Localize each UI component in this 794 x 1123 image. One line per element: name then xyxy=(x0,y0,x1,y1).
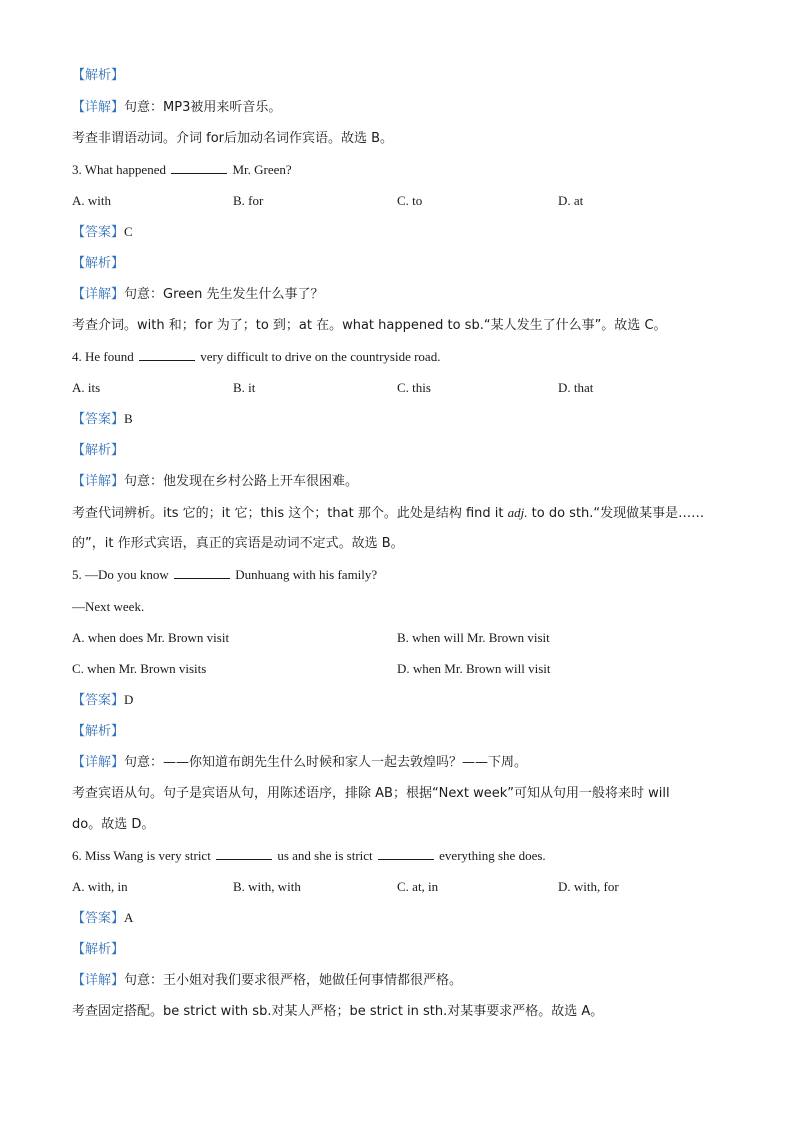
answer-blank xyxy=(171,162,227,174)
option-a: A. with xyxy=(72,193,111,208)
explanation-line: 考查非谓语动词。介词 for后加动名词作宾语。故选 B。 xyxy=(72,131,394,146)
option-d: D. with, for xyxy=(558,879,619,894)
explanation-line: 考查宾语从句。句子是宾语从句，用陈述语序，排除 AB；根据“Next week”可知从句用一般将来时 will xyxy=(72,786,670,801)
option-c: C. at, in xyxy=(397,879,439,894)
answer-blank xyxy=(174,567,230,579)
answer-line: 【答案】D xyxy=(72,692,134,708)
option-d: D. at xyxy=(558,193,584,208)
option-c: C. this xyxy=(397,380,431,395)
explanation-line-cont: do。故选 D。 xyxy=(72,817,155,832)
option-b: B. when will Mr. Brown visit xyxy=(397,630,550,645)
question-3: 3. What happened Mr. Green? xyxy=(72,162,292,177)
option-a: A. with, in xyxy=(72,879,128,894)
answer-line: 【答案】C xyxy=(72,224,133,240)
question-3-options xyxy=(72,193,722,209)
analysis-heading: 【解析】 xyxy=(72,724,125,739)
explanation-line: 考查代词辨析。its 它的；it 它；this 这个；that 那个。此处是结构 find it adj. to do sth.“发现做某事是…… xyxy=(72,505,705,521)
explanation-line: 考查介词。with 和；for 为了；to 到；at 在。what happened to sb.“某人发生了什么事”。故选 C。 xyxy=(72,318,667,333)
answer-line: 【答案】B xyxy=(72,411,133,427)
answer-blank xyxy=(216,848,272,860)
option-b: B. it xyxy=(233,380,256,395)
detail-line: 【详解】句意：王小姐对我们要求很严格，她做任何事情都很严格。 xyxy=(72,973,463,988)
option-d: D. when Mr. Brown will visit xyxy=(397,661,551,676)
option-c: C. when Mr. Brown visits xyxy=(72,661,207,676)
analysis-heading: 【解析】 xyxy=(72,68,125,83)
question-5: 5. —Do you know Dunhuang with his family? xyxy=(72,567,378,582)
explanation-line: 考查固定搭配。be strict with sb.对某人严格；be strict in sth.对某事要求严格。故选 A。 xyxy=(72,1004,604,1019)
detail-line: 【详解】句意：MP3被用来听音乐。 xyxy=(72,100,282,115)
question-6-options xyxy=(72,879,722,895)
detail-line: 【详解】句意：——你知道布朗先生什么时候和家人一起去敦煌吗？——下周。 xyxy=(72,755,528,770)
explanation-line-cont: 的”，it 作形式宾语，真正的宾语是动词不定式。故选 B。 xyxy=(72,536,404,551)
option-d: D. that xyxy=(558,380,594,395)
option-c: C. to xyxy=(397,193,423,208)
answer-line: 【答案】A xyxy=(72,910,134,926)
question-4-options xyxy=(72,380,722,396)
answer-blank xyxy=(378,848,434,860)
question-5-options-row1 xyxy=(72,630,722,646)
question-4: 4. He found very difficult to drive on the countryside road. xyxy=(72,349,441,364)
answer-blank xyxy=(139,349,195,361)
question-5-options-row2 xyxy=(72,661,722,677)
question-5-reply: —Next week. xyxy=(72,599,145,614)
analysis-heading: 【解析】 xyxy=(72,942,125,957)
option-a: A. when does Mr. Brown visit xyxy=(72,630,230,645)
detail-line: 【详解】句意：Green 先生发生什么事了？ xyxy=(72,287,324,302)
analysis-heading: 【解析】 xyxy=(72,256,125,271)
option-b: B. with, with xyxy=(233,879,301,894)
analysis-heading: 【解析】 xyxy=(72,443,125,458)
option-a: A. its xyxy=(72,380,101,395)
option-b: B. for xyxy=(233,193,264,208)
question-6: 6. Miss Wang is very strict us and she is strict everything she does. xyxy=(72,848,546,863)
detail-line: 【详解】句意：他发现在乡村公路上开车很困难。 xyxy=(72,474,359,489)
